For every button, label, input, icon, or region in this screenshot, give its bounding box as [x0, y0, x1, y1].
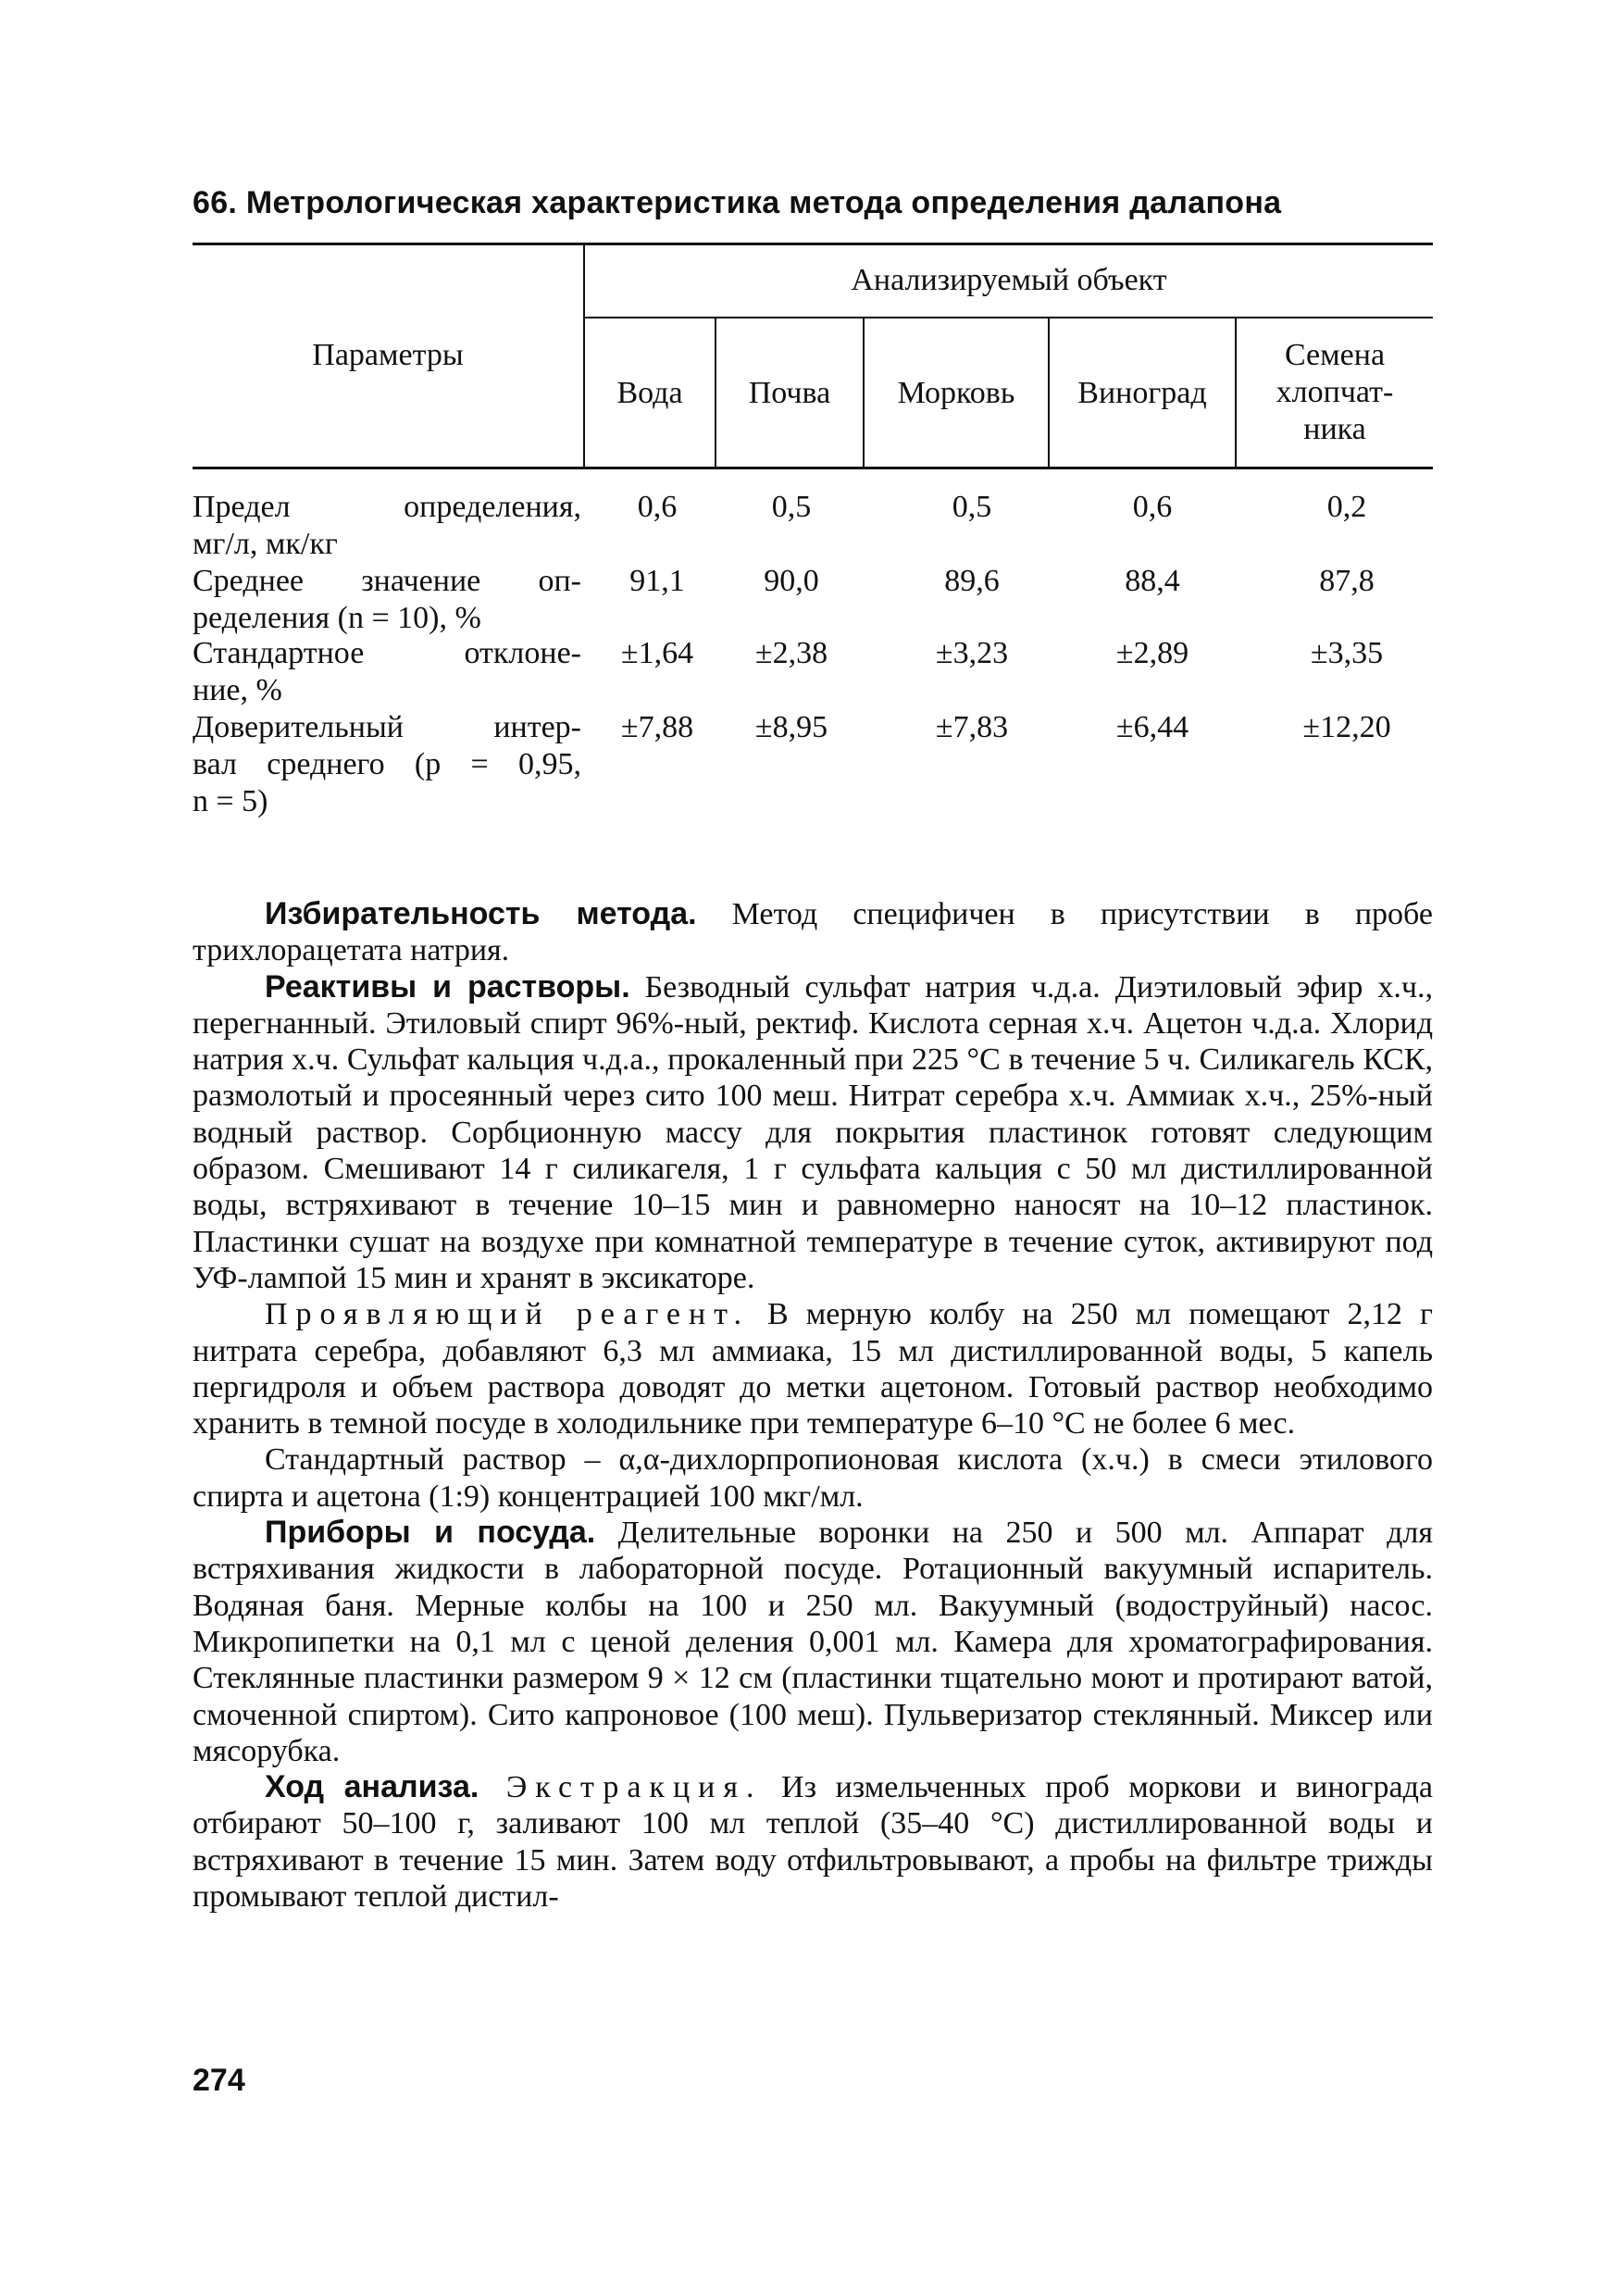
paragraph-reagents [193, 969, 1433, 1297]
paragraph-text: Стандартный раствор – α,α-дихлорпропионовая кислота (х.ч.) в смеси этилового спирта и ацетона (1:9) концентрацией 100 мкг/мл. [193, 1442, 1433, 1514]
param-header: Параметры [312, 338, 464, 372]
table-title: 66. Метрологическая характеристика метода определения далапона [193, 185, 1282, 220]
row-label-line: Доверительный интер- [193, 710, 581, 744]
row-label-line: ние, % [193, 673, 282, 707]
row-label-line: мг/л, мк/кг [193, 527, 338, 561]
table-cell: 91,1 [629, 564, 685, 598]
table-cell: 88,4 [1125, 564, 1180, 598]
paragraph-developer [193, 1296, 1433, 1441]
column-header-water: Вода [616, 376, 683, 410]
paragraph-lead: Избирательность метода. [265, 896, 697, 931]
paragraph-lead: Ход анализа. [265, 1769, 479, 1805]
paragraph-lead: Приборы и посуда. [265, 1515, 596, 1551]
paragraph-text: В мерную колбу на 250 мл помещают 2,12 г нитрата серебра, добавляют 6,3 мл аммиака, 15 мл дистиллированной воды, 5 капель пергидроля и объем раствора доводят до метки ацетоном. Готовый раствор необходимо хранить в темной посуде в холодильнике при температуре 6–10 °С не более 6 мес. [193, 1297, 1433, 1441]
row-label-line: n = 5) [193, 784, 268, 818]
paragraph-standard [193, 1441, 1433, 1515]
table-cell: 0,6 [1132, 490, 1173, 524]
table-cell: 90,0 [764, 564, 819, 598]
table-cell: 0,5 [771, 490, 812, 524]
paragraph-procedure [193, 1769, 1433, 1915]
paragraph-text: Из измельченных проб моркови и винограда отбирают 50–100 г, заливают 100 мл теплой (35–40 °С) дистиллированной воды и встряхивают в течение 15 мин. Затем воду отфильтровывают, а пробы на фильтре трижды промывают теплой дистил- [193, 1770, 1433, 1915]
column-header-line: хлопчат- [1276, 375, 1394, 409]
table-cell: 0,5 [952, 490, 992, 524]
table-top-rule [193, 243, 1433, 245]
row-label-line: ределения (n = 10), % [193, 601, 481, 635]
table-cell: ±7,88 [620, 710, 694, 744]
row-label [193, 489, 581, 563]
table-cell: ±8,95 [754, 710, 828, 744]
paragraph-text: Метод специфичен в присутствии в пробе трихлорацетата натрия. [193, 897, 1433, 968]
paragraph-spaced-lead: Проявляющий реагент. [265, 1297, 750, 1332]
column-header-soil: Почва [748, 376, 831, 410]
paragraph-spaced-lead: Экстракция. [479, 1770, 763, 1805]
table-cell: ±1,64 [620, 636, 694, 670]
table-cell: ±6,44 [1115, 710, 1189, 744]
column-header-cotton-seeds [1237, 337, 1433, 448]
group-header: Анализируемый объект [851, 263, 1167, 297]
row-label [193, 709, 581, 820]
header-group-rule [585, 317, 1433, 318]
paragraph-text: Делительные воронки на 250 и 500 мл. Аппарат для встряхивания жидкости в лабораторной посуде. Ротационный вакуумный испаритель. Водяная баня. Мерные колбы на 100 и 250 мл. Вакуумный (водоструйный) насос. Микропипетки на 0,1 мл с ценой деления 0,001 мл. Камера для хроматографирования. Стеклянные пластинки размером 9 × 12 см (пластинки тщательно моют и протирают ватой, смоченной спиртом). Сито капроновое (100 меш). Пульверизатор стеклянный. Миксер или мясорубка. [193, 1516, 1433, 1768]
column-header-line: Семена [1284, 338, 1386, 372]
row-label [193, 635, 581, 709]
page-number: 274 [193, 2063, 245, 2098]
row-label [193, 563, 581, 637]
table-cell: 0,6 [637, 490, 678, 524]
column-header-line: ника [1303, 412, 1366, 446]
table-cell: ±3,23 [935, 636, 1009, 670]
table-cell: ±7,83 [935, 710, 1009, 744]
table-cell: ±12,20 [1302, 710, 1391, 744]
table-cell: 89,6 [944, 564, 1000, 598]
row-label-line: вал среднего (p = 0,95, [193, 747, 581, 781]
paragraph-equipment [193, 1515, 1433, 1769]
paragraph-selectivity [193, 896, 1433, 969]
paragraph-lead: Реактивы и растворы. [265, 968, 630, 1004]
table-cell: ±2,38 [754, 636, 828, 670]
column-header-carrot: Морковь [897, 376, 1015, 410]
table-cell: 0,2 [1326, 490, 1367, 524]
row-label-line: Предел определения, [193, 490, 581, 524]
row-label-line: Среднее значение оп- [193, 564, 581, 598]
table-cell: ±3,35 [1310, 636, 1384, 670]
paragraph-text: Безводный сульфат натрия ч.д.а. Диэтиловый эфир х.ч., перегнанный. Этиловый спирт 96%-ный, ректиф. Кислота серная х.ч. Ацетон ч.д.а. Хлорид натрия х.ч. Сульфат кальция ч.д.а., прокаленный при 225 °С в течение 5 ч. Силикагель КСК, размолотый и просеянный через сито 100 меш. Нитрат серебра х.ч. Аммиак х.ч., 25%-ный водный раствор. Сорбционную массу для покрытия пластинок готовят следующим образом. Смешивают 14 г силикагеля, 1 г сульфата кальция с 50 мл дистиллированной воды, встряхивают в течение 10–15 мин и равномерно наносят на 10–12 пластинок. Пластинки сушат на воздухе при комнатной температуре в течение суток, активируют под УФ-лампой 15 мин и хранят в эксикаторе. [193, 969, 1433, 1295]
table-cell: ±2,89 [1115, 636, 1189, 670]
body-text [193, 896, 1433, 1915]
column-header-grape: Виноград [1077, 376, 1207, 410]
header-bottom-rule [193, 467, 1433, 469]
table-cell: 87,8 [1319, 564, 1375, 598]
row-label-line: Стандартное отклоне- [193, 636, 581, 670]
